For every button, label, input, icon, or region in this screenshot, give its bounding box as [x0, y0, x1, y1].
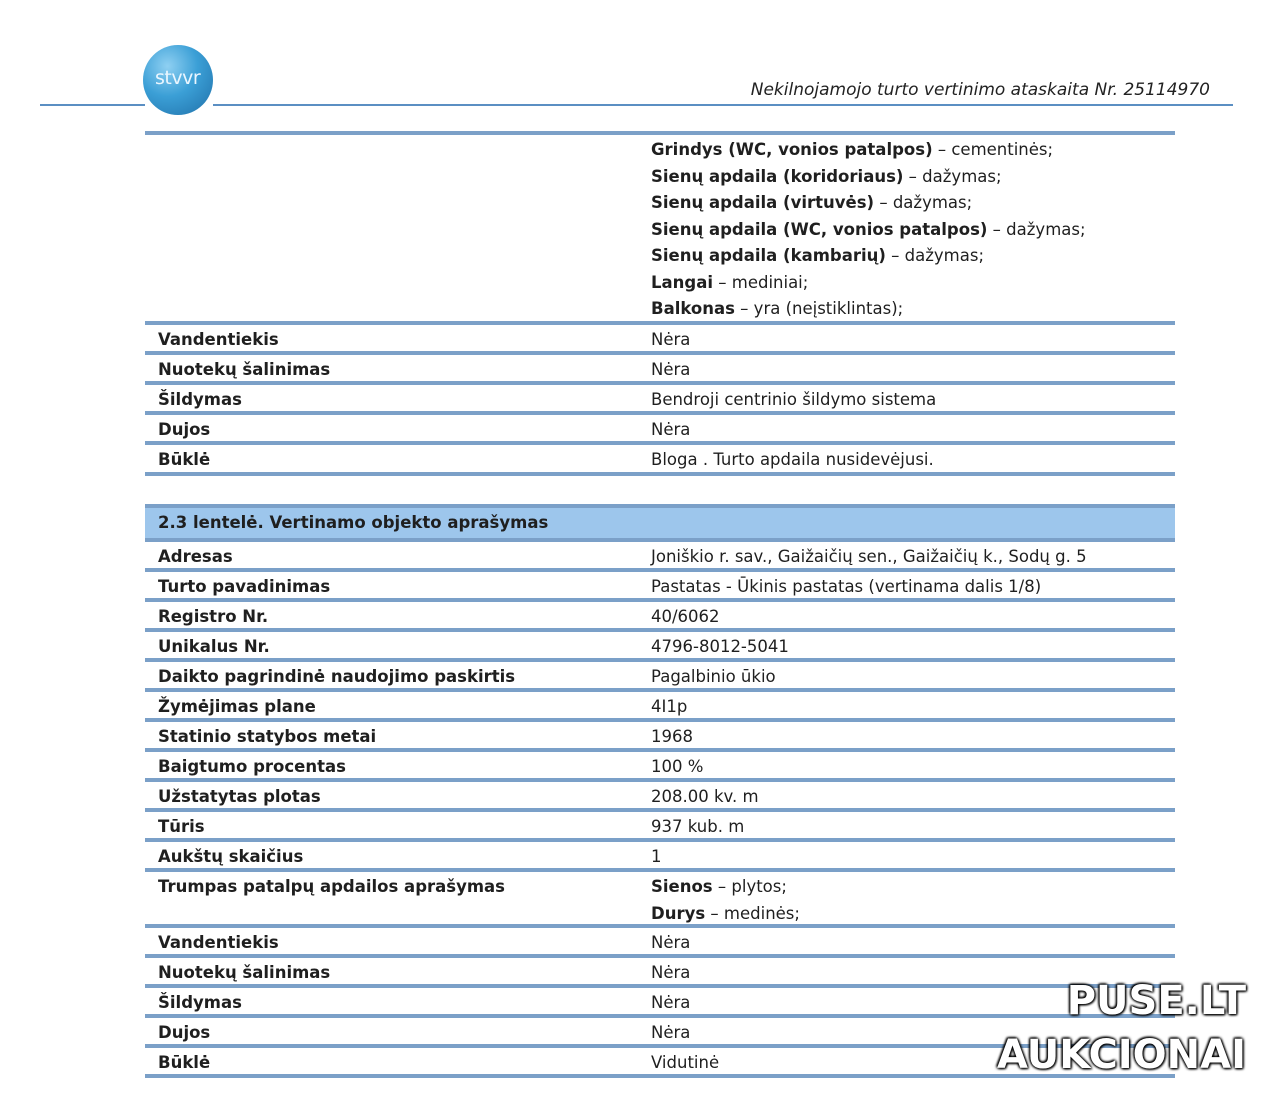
finish-list	[651, 135, 1086, 323]
row-value: Nėra	[651, 330, 691, 349]
table-row	[145, 782, 1175, 812]
list-item: Sienų apdaila (kambarių) – dažymas;	[651, 246, 985, 265]
table-row	[145, 928, 1175, 958]
row-value: Pastatas - Ūkinis pastatas (vertinama dalis 1/8)	[651, 577, 1042, 596]
row-value: Nėra	[651, 993, 691, 1012]
list-item: Sienos – plytos;	[651, 877, 787, 896]
list-item: Durys – medinės;	[651, 903, 800, 923]
table-row	[145, 355, 1175, 385]
report-title: Nekilnojamojo turto vertinimo ataskaita Nr. 25114970	[750, 80, 1210, 100]
table-row	[145, 988, 1175, 1018]
row-label: Registro Nr.	[158, 607, 269, 626]
row-label: Trumpas patalpų apdailos aprašymas	[158, 877, 505, 896]
row-label: Aukštų skaičius	[158, 847, 304, 866]
table-row	[145, 385, 1175, 415]
row-label: Statinio statybos metai	[158, 727, 377, 746]
list-item: Langai – mediniai;	[651, 272, 809, 292]
row-label: Daikto pagrindinė naudojimo paskirtis	[158, 667, 516, 686]
table-row	[145, 752, 1175, 782]
list-item: Grindys (WC, vonios patalpos) – cementinės;	[651, 140, 1054, 159]
table-row	[145, 662, 1175, 692]
row-value: Vidutinė	[651, 1053, 720, 1072]
table-row-finish	[145, 872, 1175, 928]
row-label: Būklė	[158, 450, 211, 469]
row-label: Šildymas	[158, 993, 242, 1012]
row-label: Nuotekų šalinimas	[158, 963, 331, 982]
row-value: 4I1p	[651, 697, 688, 716]
table-row	[145, 325, 1175, 355]
table-row	[145, 812, 1175, 842]
row-value: 1	[651, 847, 662, 866]
table-row	[145, 842, 1175, 872]
logo-text: stvvr	[155, 67, 201, 89]
row-value: Bendroji centrinio šildymo sistema	[651, 390, 937, 409]
header-rule-left	[40, 104, 145, 106]
row-label: Šildymas	[158, 390, 242, 409]
row-label: Turto pavadinimas	[158, 577, 331, 596]
row-label: Dujos	[158, 1023, 211, 1042]
table-row	[145, 722, 1175, 752]
row-value: 4796-8012-5041	[651, 637, 789, 656]
table-row	[145, 692, 1175, 722]
row-value: Nėra	[651, 963, 691, 982]
watermark-line2: AUKCIONAI	[997, 1032, 1246, 1078]
row-label: Adresas	[158, 547, 233, 566]
row-value: 1968	[651, 727, 693, 746]
row-label: Unikalus Nr.	[158, 637, 270, 656]
row-value: 100 %	[651, 757, 704, 776]
table-row	[145, 958, 1175, 988]
row-label: Vandentiekis	[158, 933, 279, 952]
description-table-continued	[145, 131, 1175, 476]
row-label: Nuotekų šalinimas	[158, 360, 331, 379]
row-label: Vandentiekis	[158, 330, 279, 349]
row-value: 40/6062	[651, 607, 720, 626]
table-caption-text: 2.3 lentelė. Vertinamo objekto aprašymas	[158, 513, 549, 532]
table-caption	[145, 504, 1175, 542]
list-item: Balkonas – yra (neįstiklintas);	[651, 299, 904, 318]
row-value: 937 kub. m	[651, 817, 745, 836]
row-value: Nėra	[651, 1023, 691, 1042]
list-item: Sienų apdaila (WC, vonios patalpos) – dažymas;	[651, 219, 1086, 239]
company-logo	[143, 45, 213, 115]
row-value: Bloga . Turto apdaila nusidevėjusi.	[651, 450, 934, 469]
row-label: Užstatytas plotas	[158, 787, 321, 806]
row-value: 208.00 kv. m	[651, 787, 759, 806]
table-row	[145, 572, 1175, 602]
table-row	[145, 445, 1175, 476]
row-label: Tūris	[158, 817, 205, 836]
table-row	[145, 632, 1175, 662]
row-label: Dujos	[158, 420, 211, 439]
list-item: Sienų apdaila (virtuvės) – dažymas;	[651, 193, 973, 212]
row-value: Pagalbinio ūkio	[651, 667, 776, 686]
list-item: Sienų apdaila (koridoriaus) – dažymas;	[651, 166, 1002, 186]
row-label: Baigtumo procentas	[158, 757, 346, 776]
table-row	[145, 415, 1175, 445]
row-label: Būklė	[158, 1053, 211, 1072]
table-row-finish	[145, 135, 1175, 325]
watermark-line1: PUSE.LT	[1066, 978, 1246, 1024]
header-rule-right	[213, 104, 1233, 106]
finish-list	[651, 872, 800, 927]
row-value: Joniškio r. sav., Gaižaičių sen., Gaižaičių k., Sodų g. 5	[651, 547, 1087, 566]
row-value: Nėra	[651, 360, 691, 379]
row-label: Žymėjimas plane	[158, 697, 316, 716]
table-row	[145, 602, 1175, 632]
object-description-table	[145, 504, 1175, 1078]
row-value: Nėra	[651, 420, 691, 439]
row-value: Nėra	[651, 933, 691, 952]
table-row	[145, 542, 1175, 572]
